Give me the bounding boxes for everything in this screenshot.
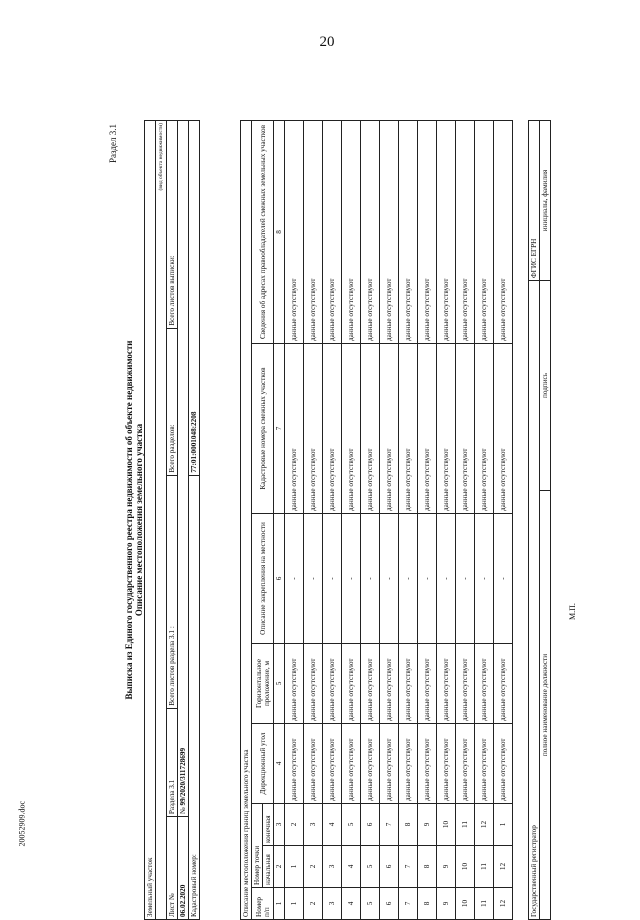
table-cell: 1	[285, 846, 304, 888]
table-cell: 11	[475, 888, 494, 920]
table-cell: 5	[342, 804, 361, 846]
table-cell: 2	[304, 888, 323, 920]
table-cell: -	[361, 514, 380, 644]
table-cell: 5	[361, 888, 380, 920]
table-row	[437, 121, 456, 920]
table-cell: -	[418, 514, 437, 644]
table-cell: данные отсутствуют	[285, 724, 304, 804]
table-cell: данные отсутствуют	[323, 724, 342, 804]
table-cell: данные отсутствуют	[342, 121, 361, 344]
name-caption: инициалы, фамилия	[540, 121, 551, 281]
table-cell: -	[342, 514, 361, 644]
table-row	[418, 121, 437, 920]
table-cell: данные отсутствуют	[285, 344, 304, 514]
column-index: 6	[274, 514, 285, 644]
table-cell: данные отсутствуют	[475, 724, 494, 804]
table-row	[475, 121, 494, 920]
section-no-label: Раздела	[168, 790, 176, 815]
table-cell: 12	[475, 804, 494, 846]
col-cad-header: Кадастровые номера смежных участков	[252, 344, 274, 514]
table-row	[361, 121, 380, 920]
table-cell: 8	[418, 846, 437, 888]
total-sheets-section-value: 3.1 :	[168, 626, 176, 639]
table-cell: 6	[380, 888, 399, 920]
column-index: 8	[274, 121, 285, 344]
table-row	[304, 121, 323, 920]
table-row	[342, 121, 361, 920]
table-cell: данные отсутствуют	[418, 121, 437, 344]
table-cell: данные отсутствуют	[437, 121, 456, 344]
table-cell: данные отсутствуют	[494, 344, 513, 514]
table-cell: 12	[494, 846, 513, 888]
table-row	[399, 121, 418, 920]
table-cell: данные отсутствуют	[342, 724, 361, 804]
table-cell: 1	[494, 804, 513, 846]
extract-number: 99/2020/311728699	[179, 747, 187, 806]
registrar-label: Государственный регистратор	[529, 281, 540, 920]
extract-date: 06.02.2020	[178, 817, 189, 920]
table-cell: данные отсутствуют	[494, 644, 513, 724]
table-cell: данные отсутствуют	[285, 644, 304, 724]
table-cell: данные отсутствуют	[418, 724, 437, 804]
page-number: 20	[319, 34, 335, 50]
table-cell: данные отсутствуют	[342, 344, 361, 514]
table-cell: данные отсутствуют	[456, 644, 475, 724]
table-cell: -	[380, 514, 399, 644]
document-title: Выписка из Единого государственного реестра недвижимости об объекте недвижимости	[124, 340, 134, 700]
table-cell: данные отсутствуют	[456, 344, 475, 514]
document-code: 20052909.doc	[17, 800, 27, 847]
table-cell: -	[456, 514, 475, 644]
table-cell: -	[437, 514, 456, 644]
table-cell: данные отсутствуют	[475, 121, 494, 344]
table-cell: данные отсутствуют	[285, 121, 304, 344]
table-cell: 1	[285, 888, 304, 920]
col-fix-header: Описание закрепления на местности	[252, 514, 274, 644]
table-caption: Описание местоположения границ земельного участка	[241, 121, 252, 920]
column-index-row	[274, 121, 285, 920]
column-index: 3	[274, 804, 285, 846]
object-type-caption: (вид объекта недвижимости)	[156, 121, 167, 920]
column-index: 5	[274, 644, 285, 724]
table-cell: -	[323, 514, 342, 644]
table-row	[494, 121, 513, 920]
stamp-label: М.П.	[568, 603, 577, 620]
table-cell: данные отсутствуют	[361, 644, 380, 724]
table-cell: 3	[323, 888, 342, 920]
table-cell: данные отсутствуют	[494, 724, 513, 804]
table-cell: 9	[437, 888, 456, 920]
table-cell: данные отсутствуют	[323, 644, 342, 724]
section-no: 3.1	[168, 779, 176, 789]
table-cell: 7	[380, 804, 399, 846]
table-cell: 2	[304, 846, 323, 888]
table-cell: 3	[304, 804, 323, 846]
table-cell: данные отсутствуют	[437, 724, 456, 804]
table-cell: 10	[456, 888, 475, 920]
object-type: Земельный участок	[146, 857, 154, 917]
table-cell: -	[304, 514, 323, 644]
table-row	[285, 121, 304, 920]
section-label: Раздел 3.1	[108, 124, 118, 163]
table-cell: данные отсутствуют	[399, 344, 418, 514]
table-cell: данные отсутствуют	[380, 121, 399, 344]
table-cell: 7	[399, 888, 418, 920]
column-index: 1	[274, 888, 285, 920]
table-cell: данные отсутствуют	[304, 121, 323, 344]
table-cell: данные отсутствуют	[304, 724, 323, 804]
table-cell: 2	[285, 804, 304, 846]
table-cell: данные отсутствуют	[456, 724, 475, 804]
table-cell: данные отсутствуют	[475, 644, 494, 724]
table-cell: данные отсутствуют	[342, 644, 361, 724]
org-name: ФГИС ЕГРН	[529, 121, 540, 281]
col-start-header: начальная	[263, 846, 274, 888]
table-cell: данные отсутствуют	[304, 644, 323, 724]
table-cell: 4	[323, 804, 342, 846]
col-length-header: Горизонтальное проложение, м	[252, 644, 274, 724]
column-index: 2	[274, 846, 285, 888]
table-cell: данные отсутствуют	[323, 121, 342, 344]
col-no-header: Номер п/п	[252, 888, 274, 920]
table-cell: -	[475, 514, 494, 644]
table-cell: данные отсутствуют	[304, 344, 323, 514]
table-cell: 6	[361, 804, 380, 846]
table-cell: данные отсутствуют	[361, 724, 380, 804]
column-index: 4	[274, 724, 285, 804]
table-cell: -	[399, 514, 418, 644]
section-no-cell	[167, 708, 178, 816]
cad-label: Кадастровый номер:	[189, 475, 200, 919]
table-cell: данные отсутствуют	[380, 644, 399, 724]
table-row	[456, 121, 475, 920]
table-cell: 3	[323, 846, 342, 888]
object-type-cell	[145, 121, 156, 920]
table-cell: 11	[456, 804, 475, 846]
table-cell: 10	[456, 846, 475, 888]
position-caption: полное наименование должности	[540, 491, 551, 920]
col-end-header: конечная	[263, 804, 274, 846]
table-cell: 4	[342, 888, 361, 920]
table-cell: данные отсутствуют	[437, 644, 456, 724]
table-cell: данные отсутствуют	[323, 344, 342, 514]
table-cell: данные отсутствуют	[494, 121, 513, 344]
col-point-header: Номер точки	[252, 804, 263, 888]
total-sheets-extract: Всего листов выписки:	[167, 121, 178, 329]
table-cell: 11	[475, 846, 494, 888]
signature-caption: подпись	[540, 281, 551, 491]
table-row	[380, 121, 399, 920]
total-sheets-section-label: Всего листов раздела	[168, 640, 176, 706]
table-body	[285, 121, 513, 920]
table-cell: 5	[361, 846, 380, 888]
table-cell: данные отсутствуют	[380, 724, 399, 804]
table-cell: 9	[418, 804, 437, 846]
table-cell: данные отсутствуют	[399, 724, 418, 804]
table-cell: 12	[494, 888, 513, 920]
rotated-document	[108, 120, 580, 920]
sheet-label: Лист №	[167, 817, 178, 920]
table-cell: 9	[437, 846, 456, 888]
table-cell: данные отсутствуют	[361, 121, 380, 344]
table-cell: 8	[399, 804, 418, 846]
table-row	[323, 121, 342, 920]
footer-table	[528, 120, 551, 920]
table-cell: данные отсутствуют	[418, 644, 437, 724]
col-owner-header: Сведения об адресах правообладателей смежных земельных участков	[252, 121, 274, 344]
table-cell: данные отсутствуют	[418, 344, 437, 514]
table-cell: данные отсутствуют	[437, 344, 456, 514]
table-cell: данные отсутствуют	[399, 644, 418, 724]
header-table	[144, 120, 200, 920]
total-sections: Всего разделов:	[167, 328, 178, 475]
table-cell: -	[285, 514, 304, 644]
col-angle-header: Дирекционный угол	[252, 724, 274, 804]
table-cell: 10	[437, 804, 456, 846]
column-index: 7	[274, 344, 285, 514]
table-cell: данные отсутствуют	[456, 121, 475, 344]
table-cell: данные отсутствуют	[361, 344, 380, 514]
table-cell: 7	[399, 846, 418, 888]
table-cell: 8	[418, 888, 437, 920]
boundary-table	[240, 120, 513, 920]
table-cell: данные отсутствуют	[380, 344, 399, 514]
table-cell: 6	[380, 846, 399, 888]
num-label: №	[179, 807, 187, 815]
extract-number-cell	[178, 121, 189, 817]
table-cell: -	[494, 514, 513, 644]
table-cell: данные отсутствуют	[475, 344, 494, 514]
cad-number: 77:01:0001048:2208	[189, 121, 200, 476]
table-cell: 4	[342, 846, 361, 888]
table-cell: данные отсутствуют	[399, 121, 418, 344]
document-subtitle: Описание местоположения земельного участка	[134, 423, 144, 617]
total-sheets-section-cell	[167, 475, 178, 708]
